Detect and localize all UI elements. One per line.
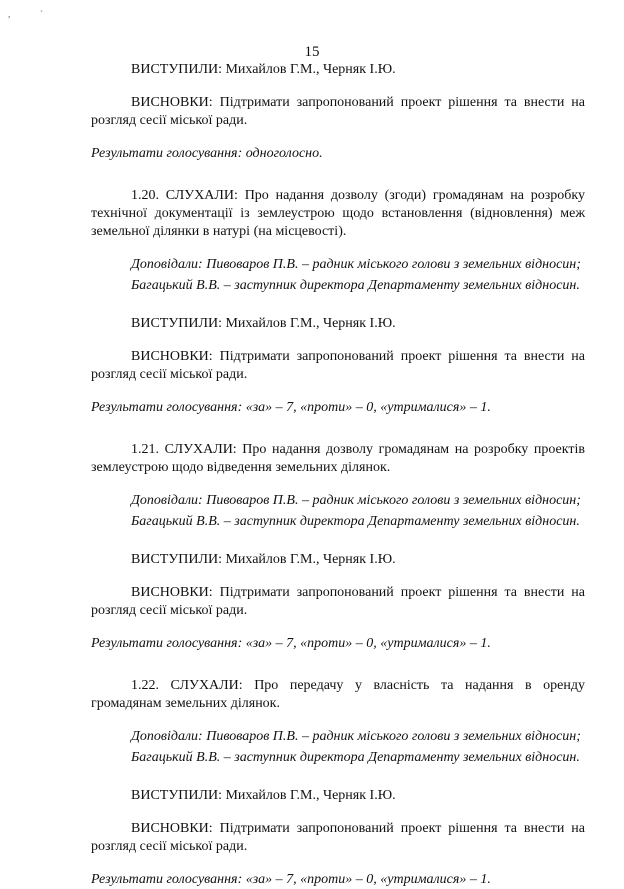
voting-results: Результати голосування: «за» – 7, «проти» – 0, «утрималися» – 1. <box>91 872 491 887</box>
reporter-2: Багацький В.В. – заступник директора Департаменту земельних відносин. <box>131 750 580 765</box>
scan-mark: , <box>8 9 11 19</box>
reporter-2: Багацький В.В. – заступник директора Департаменту земельних відносин. <box>131 278 580 293</box>
scan-mark: ` <box>40 9 43 19</box>
voting-results: Результати голосування: «за» – 7, «проти» – 0, «утрималися» – 1. <box>91 400 491 415</box>
page-number: 15 <box>304 44 320 60</box>
speakers-paragraph: ВИСТУПИЛИ: Михайлов Г.М., Черняк І.Ю. <box>131 552 396 567</box>
conclusions-paragraph: ВИСНОВКИ: Підтримати запропонований проект рішення та внести на розгляд сесії міської ради. <box>91 585 585 618</box>
speakers-paragraph: ВИСТУПИЛИ: Михайлов Г.М., Черняк І.Ю. <box>131 62 396 77</box>
agenda-item-heard: 1.20. СЛУХАЛИ: Про надання дозволу (згоди) громадянам на розробку технічної документації із землеустрою щодо встановлення (відновлення) меж земельної ділянки в натурі (на місцевості). <box>91 188 585 239</box>
reporter-2: Багацький В.В. – заступник директора Департаменту земельних відносин. <box>131 514 580 529</box>
document-body <box>91 61 585 889</box>
reporter-1: Доповідали: Пивоваров П.В. – радник міського голови з земельних відносин; <box>131 257 581 272</box>
conclusions-paragraph: ВИСНОВКИ: Підтримати запропонований проект рішення та внести на розгляд сесії міської ради. <box>91 821 585 854</box>
agenda-item-heard: 1.22. СЛУХАЛИ: Про передачу у власність та надання в оренду громадянам земельних ділянок. <box>91 678 585 711</box>
voting-results: Результати голосування: «за» – 7, «проти» – 0, «утрималися» – 1. <box>91 636 491 651</box>
reporter-1: Доповідали: Пивоваров П.В. – радник міського голови з земельних відносин; <box>131 493 581 508</box>
speakers-paragraph: ВИСТУПИЛИ: Михайлов Г.М., Черняк І.Ю. <box>131 316 396 331</box>
reporter-1: Доповідали: Пивоваров П.В. – радник міського голови з земельних відносин; <box>131 729 581 744</box>
speakers-paragraph: ВИСТУПИЛИ: Михайлов Г.М., Черняк І.Ю. <box>131 788 396 803</box>
voting-results: Результати голосування: одноголосно. <box>91 146 323 161</box>
conclusions-paragraph: ВИСНОВКИ: Підтримати запропонований проект рішення та внести на розгляд сесії міської ради. <box>91 95 585 128</box>
agenda-item-heard: 1.21. СЛУХАЛИ: Про надання дозволу громадянам на розробку проектів землеустрою щодо відведення земельних ділянок. <box>91 442 585 475</box>
conclusions-paragraph: ВИСНОВКИ: Підтримати запропонований проект рішення та внести на розгляд сесії міської ради. <box>91 349 585 382</box>
